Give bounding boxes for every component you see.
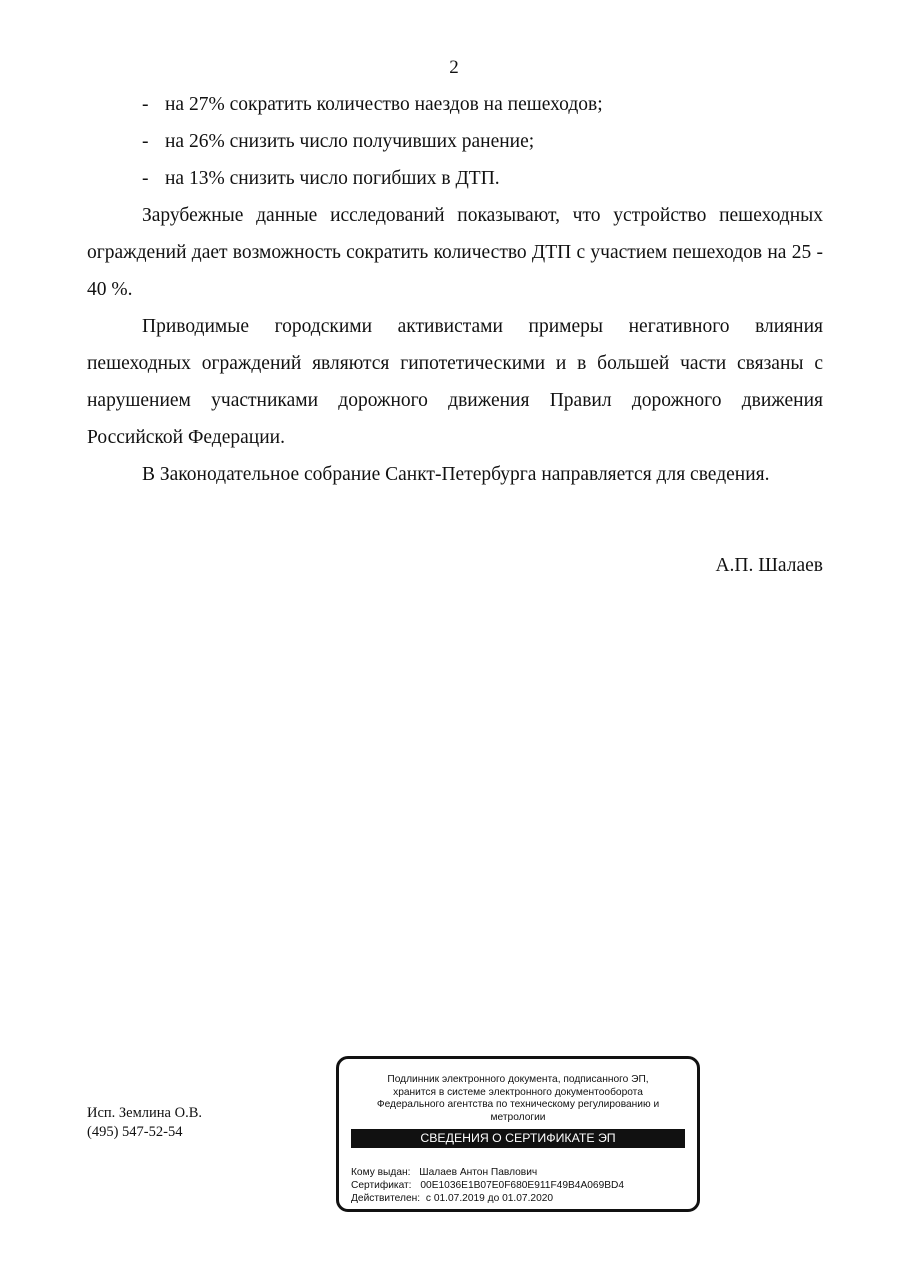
- stamp-header: СВЕДЕНИЯ О СЕРТИФИКАТЕ ЭП: [351, 1129, 685, 1148]
- list-item: [87, 86, 823, 123]
- stamp-intro-line: Подлинник электронного документа, подписанного ЭП,: [387, 1074, 649, 1085]
- stamp-validity-row: [351, 1192, 689, 1205]
- stamp-certificate-label: Сертификат:: [351, 1180, 412, 1191]
- stamp-details: [351, 1166, 689, 1205]
- list-item-text: на 26% снизить число получивших ранение;: [165, 131, 535, 152]
- list-item: [87, 160, 823, 197]
- executor-block: [87, 1104, 202, 1142]
- paragraph-activists-examples: Приводимые городскими активистами примеры негативного влияния пешеходных ограждений являются гипотетическими и в большей части связаны с нарушением участниками дорожного движения Правил дорожного движения Российской Федерации.: [87, 316, 823, 448]
- document-body: [87, 86, 823, 493]
- stamp-certificate-value: 00E1036E1B07E0F680E911F49B4A069BD4: [420, 1180, 625, 1191]
- stamp-intro-line: хранится в системе электронного документооборота: [393, 1086, 643, 1098]
- paragraph-referral: В Законодательное собрание Санкт-Петербурга направляется для сведения.: [142, 464, 770, 485]
- stamp-certificate-row: [351, 1179, 689, 1192]
- stamp-intro-line: Федерального агентства по техническому регулированию и: [376, 1099, 660, 1111]
- page-number: 2: [449, 57, 459, 78]
- stamp-intro: [349, 1074, 687, 1124]
- list-item: [87, 123, 823, 160]
- bullet-dash: -: [142, 168, 149, 189]
- list-item-text: на 27% сократить количество наездов на пешеходов;: [165, 94, 603, 115]
- electronic-signature-stamp: [336, 1056, 700, 1212]
- stamp-validity-label: Действителен:: [351, 1193, 421, 1204]
- stamp-validity-value: с 01.07.2019 до 01.07.2020: [425, 1193, 554, 1204]
- stamp-issued-to-value: Шалаев Антон Павлович: [419, 1167, 538, 1178]
- stamp-issued-to-label: Кому выдан:: [351, 1167, 411, 1178]
- paragraph-foreign-research: Зарубежные данные исследований показывают, что устройство пешеходных ограждений дает возможность сократить количество ДТП с участием пешеходов на 25 - 40 %.: [87, 205, 823, 300]
- stamp-intro-line: метрологии: [490, 1111, 546, 1123]
- executor-phone: (495) 547-52-54: [87, 1124, 183, 1140]
- executor-name: Исп. Землина О.В.: [87, 1105, 203, 1121]
- bullet-dash: -: [142, 131, 149, 152]
- list-item-text: на 13% снизить число погибших в ДТП.: [165, 168, 500, 189]
- stamp-issued-to-row: [351, 1166, 689, 1179]
- signature-name: А.П. Шалаев: [715, 555, 823, 576]
- bullet-dash: -: [142, 94, 149, 115]
